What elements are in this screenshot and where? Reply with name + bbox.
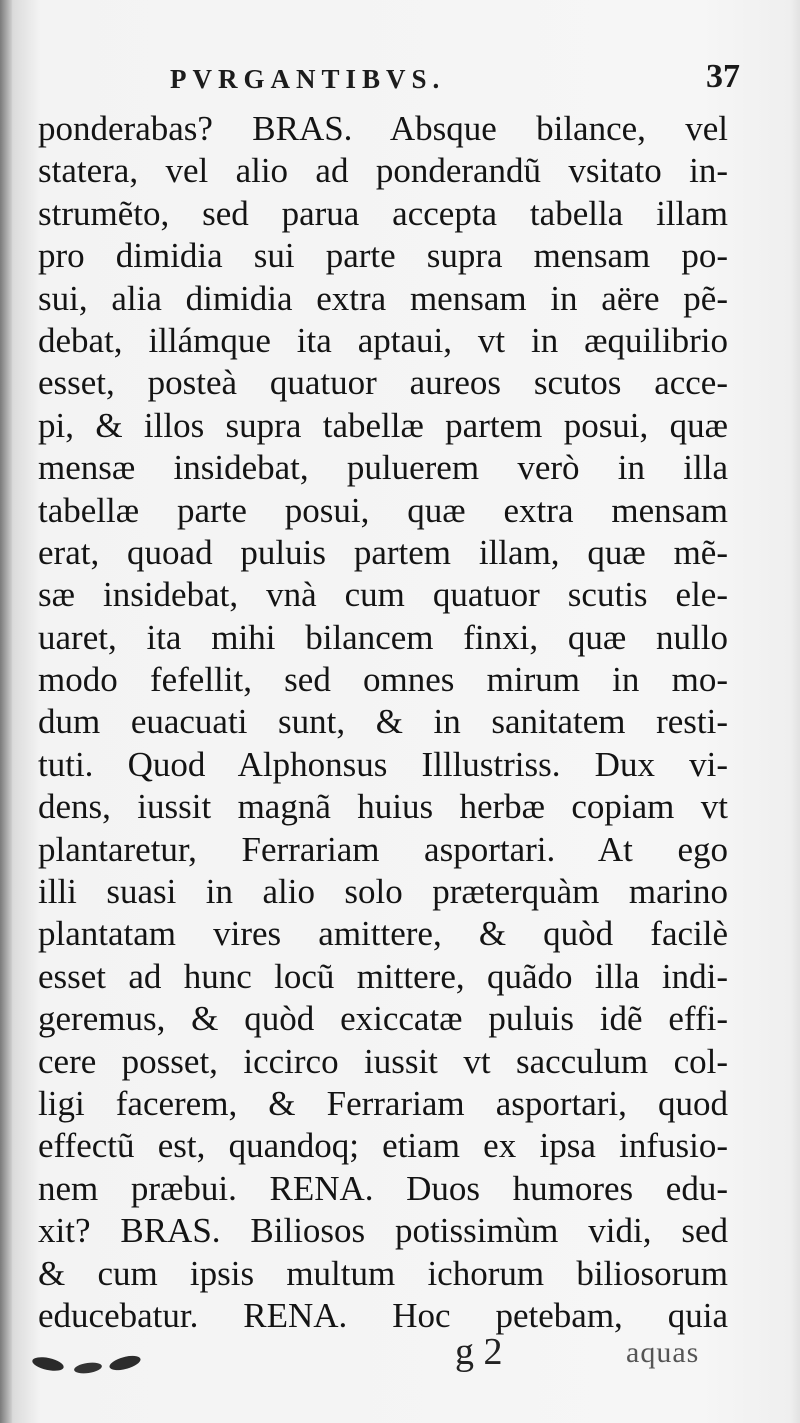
catchword: aquas	[626, 1336, 700, 1369]
text-line: cere posset, iccirco iussit vt sacculum col-	[38, 1041, 728, 1081]
text-line: educebatur. RENA. Hoc petebam, quia	[38, 1295, 728, 1335]
text-line: plantaretur, Ferrariam asportari. At ego	[38, 829, 728, 869]
page-gutter-shadow	[0, 0, 12, 1423]
text-line: dens, iussit magnã huius herbæ copiam vt	[38, 787, 728, 827]
text-line: esset, posteà quatuor aureos scutos acce-	[38, 363, 728, 403]
text-line: plantatam vires amittere, & quòd facilè	[38, 914, 728, 954]
page-footer	[0, 1328, 800, 1388]
text-line: debat, illámque ita aptaui, vt in æquilibrio	[38, 320, 728, 360]
text-line: modo fefellit, sed omnes mirum in mo-	[38, 660, 728, 700]
text-line: mensæ insidebat, puluerem verò in illa	[38, 448, 728, 488]
ink-smudge	[30, 1350, 150, 1380]
text-line: nem præbui. RENA. Duos humores edu-	[38, 1168, 728, 1208]
text-line: ponderabas? BRAS. Absque bilance, vel	[38, 109, 728, 148]
running-title: PVRGANTIBVS.	[170, 64, 446, 94]
text-line: dum euacuati sunt, & in sanitatem resti-	[38, 702, 728, 742]
text-line: ligi facerem, & Ferrariam asportari, quod	[38, 1083, 728, 1123]
text-line: sæ insidebat, vnà cum quatuor scutis ele-	[38, 575, 728, 615]
text-line: & cum ipsis multum ichorum biliosorum	[38, 1253, 728, 1293]
text-line: xit? BRAS. Biliosos potissimùm vidi, sed	[38, 1211, 728, 1251]
page-header	[170, 58, 740, 108]
text-line: esset ad hunc locũ mittere, quãdo illa indi-	[38, 956, 728, 996]
body-text	[38, 108, 728, 1337]
text-line: illi suasi in alio solo præterquàm marino	[38, 872, 728, 912]
text-line: effectũ est, quandoq; etiam ex ipsa infusio-	[38, 1126, 728, 1166]
text-line: statera, vel alio ad ponderandũ vsitato in-	[38, 151, 728, 191]
text-line: pro dimidia sui parte supra mensam po-	[38, 236, 728, 276]
signature-mark: g 2	[455, 1331, 503, 1373]
text-line: erat, quoad puluis partem illam, quæ mẽ-	[38, 532, 728, 572]
text-line: pi, & illos supra tabellæ partem posui, quæ	[38, 405, 728, 445]
text-line: tabellæ parte posui, quæ extra mensam	[38, 490, 728, 530]
text-line: tuti. Quod Alphonsus Illlustriss. Dux vi-	[38, 744, 728, 784]
text-line: geremus, & quòd exiccatæ puluis idẽ effi-	[38, 999, 728, 1039]
text-line: uaret, ita mihi bilancem finxi, quæ nullo	[38, 617, 728, 657]
text-line: strumẽto, sed parua accepta tabella illam	[38, 193, 728, 233]
text-line: sui, alia dimidia extra mensam in aëre pẽ-	[38, 278, 728, 318]
page-number: 37	[706, 58, 740, 95]
